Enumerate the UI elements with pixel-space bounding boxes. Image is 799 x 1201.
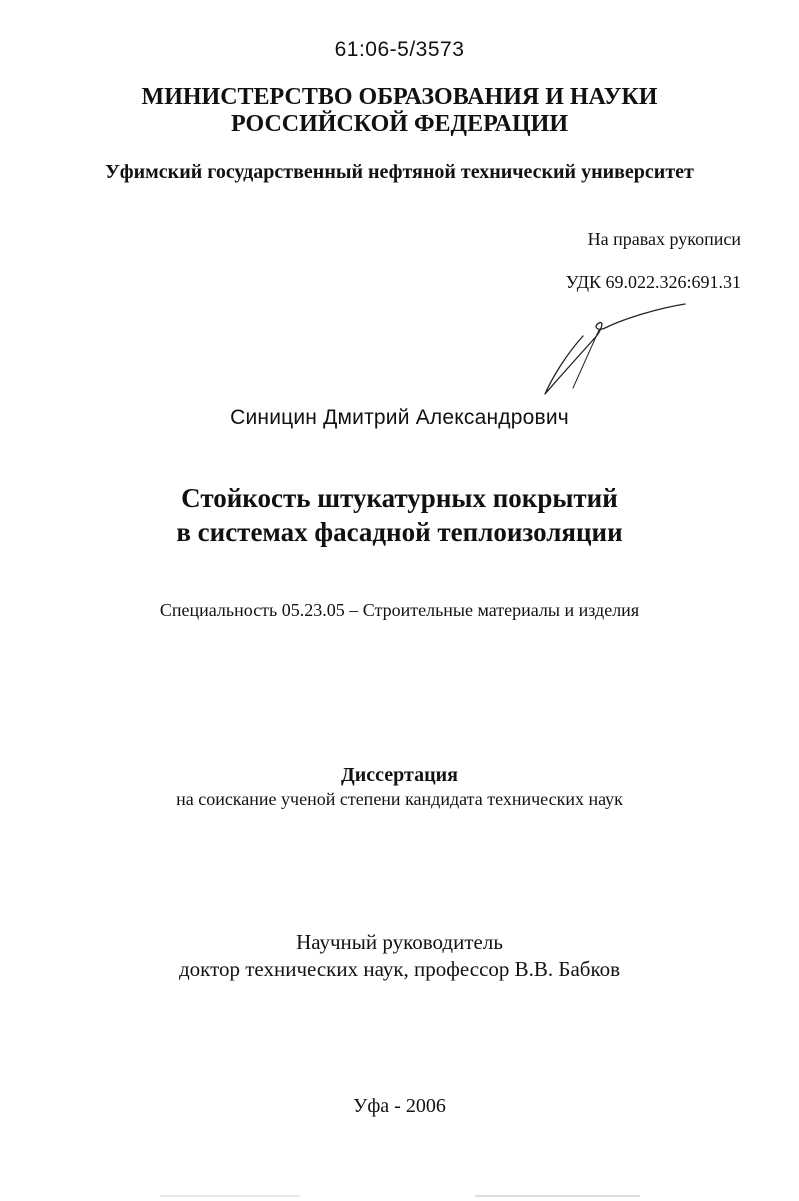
specialty-line: Специальность 05.23.05 – Строительные материалы и изделия [159, 600, 640, 620]
dissertation-title [0, 481, 799, 549]
city-year: Уфа - 2006 [353, 1095, 446, 1117]
dissertation-heading: Диссертация [341, 764, 458, 786]
scan-edge-marks [0, 1180, 799, 1201]
dissertation-degree: на соискание ученой степени кандидата технических наук [176, 789, 623, 809]
ministry-line-2: РОССИЙСКОЙ ФЕДЕРАЦИИ [230, 111, 569, 137]
author-name: Синицин Дмитрий Александрович [230, 406, 569, 429]
title-line-2: в системах фасадной теплоизоляции [176, 517, 623, 547]
ministry-heading [0, 84, 799, 138]
title-line-1: Стойкость штукатурных покрытий [181, 483, 618, 513]
handwritten-signature [535, 290, 735, 400]
catalog-number: 61:06-5/3573 [334, 38, 465, 61]
udk-code: УДК 69.022.326:691.31 [565, 272, 741, 292]
ministry-line-1: МИНИСТЕРСТВО ОБРАЗОВАНИЯ И НАУКИ [141, 84, 658, 110]
university-name: Уфимский государственный нефтяной технический университет [105, 161, 694, 183]
manuscript-note: На правах рукописи [587, 229, 741, 249]
supervisor-name: доктор технических наук, профессор В.В. Бабков [178, 957, 621, 981]
supervisor-role: Научный руководитель [296, 930, 503, 954]
